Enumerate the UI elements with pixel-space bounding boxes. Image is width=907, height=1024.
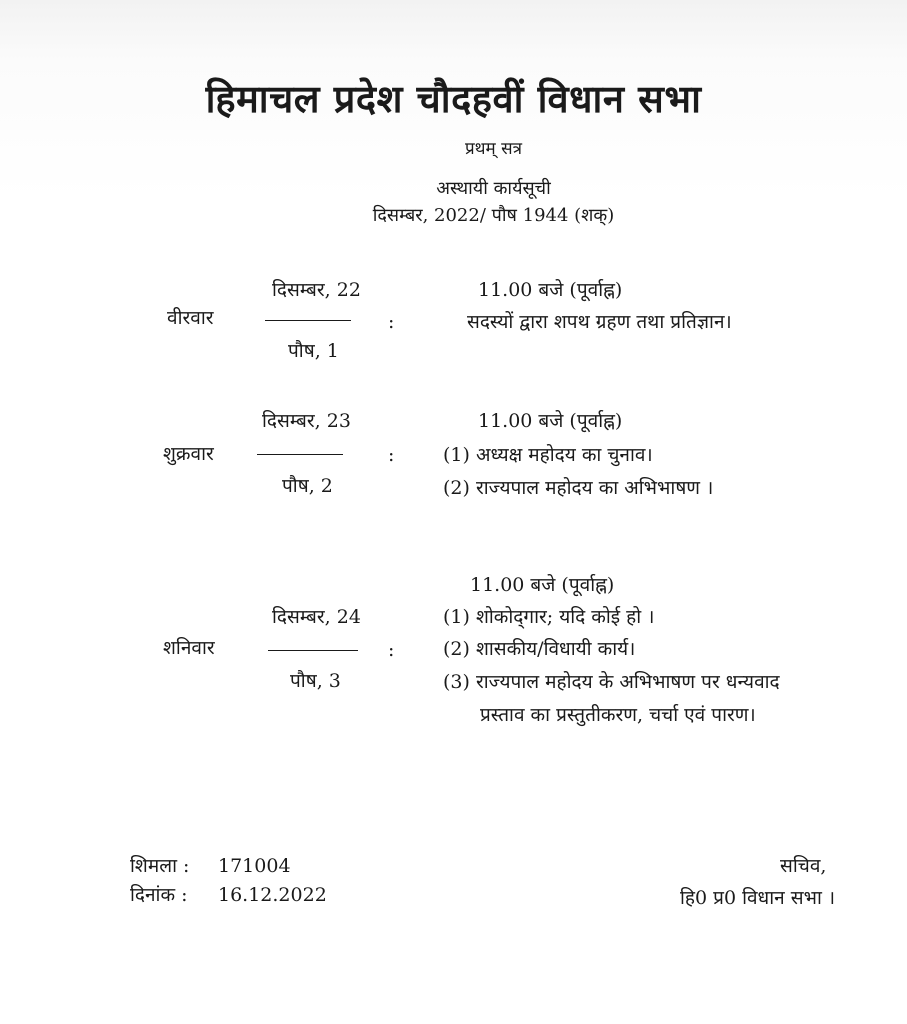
date-label: दिसम्बर, 22 [272,279,361,301]
day-name: वीरवार [167,307,214,329]
date-divider [265,320,351,321]
day-name: शनिवार [163,637,215,659]
paush-label: पौष, 3 [290,670,341,692]
agenda-type: अस्थायी कार्यसूची [436,178,551,199]
place-pincode: 171004 [218,855,291,877]
session-time: 11.00 बजे (पूर्वाह्न) [478,279,623,301]
agenda-item: सदस्यों द्वारा शपथ ग्रहण तथा प्रतिज्ञान। [467,311,732,333]
agenda-item: (1) अध्यक्ष महोदय का चुनाव। [443,444,653,466]
session-time: 11.00 बजे (पूर्वाह्न) [470,574,615,596]
separator-colon: : [388,639,395,661]
agenda-item: प्रस्ताव का प्रस्तुतीकरण, चर्चा एवं पारण। [480,704,756,726]
date-divider [257,454,343,455]
session-time: 11.00 बजे (पूर्वाह्न) [478,410,623,432]
issue-date: 16.12.2022 [218,884,327,906]
separator-colon: : [388,311,395,333]
date-divider [268,650,358,651]
agenda-item: (3) राज्यपाल महोदय के अभिभाषण पर धन्यवाद [443,671,780,693]
paush-label: पौष, 2 [282,475,333,497]
place-label: शिमला : [130,855,190,877]
agenda-item: (2) राज्यपाल महोदय का अभिभाषण । [443,477,714,499]
signatory-office: हि0 प्र0 विधान सभा । [680,887,836,909]
day-name: शुक्रवार [163,443,214,465]
date-label: दिनांक : [130,884,188,906]
date-label: दिसम्बर, 23 [262,410,351,432]
agenda-item: (1) शोकोद्‌गार; यदि कोई हो । [443,606,655,628]
separator-colon: : [388,444,395,466]
session-label: प्रथम् सत्र [465,139,522,159]
paush-label: पौष, 1 [288,340,339,362]
agenda-item: (2) शासकीय/विधायी कार्य। [443,638,636,660]
date-label: दिसम्बर, 24 [272,606,361,628]
signatory-designation: सचिव, [780,855,827,877]
document-title: हिमाचल प्रदेश चौदहवीं विधान सभा [205,76,702,121]
agenda-period: दिसम्बर, 2022/ पौष 1944 (शक्) [372,205,615,226]
